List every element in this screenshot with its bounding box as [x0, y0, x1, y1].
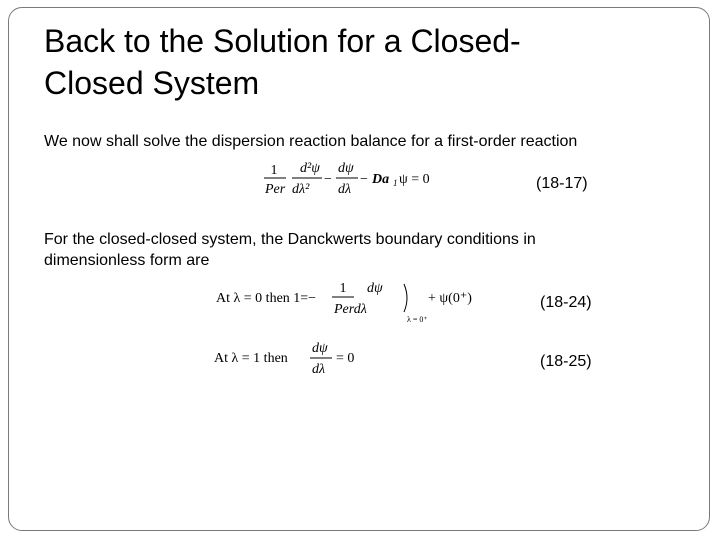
equation-label-18-25: (18-25)	[540, 353, 592, 370]
bc-intro-line-1: For the closed-closed system, the Danckwerts boundary conditions in	[44, 231, 536, 248]
eq1-d2psi: d²ψ	[300, 161, 320, 176]
eq2-denominator: Perdλ	[334, 302, 367, 317]
eq1-minus-2: −	[360, 172, 368, 187]
bc-intro-text	[44, 229, 536, 271]
eq2-evaluation-subscript: λ = 0⁺	[407, 315, 428, 324]
equation-18-25	[214, 338, 374, 378]
slide-title	[44, 20, 684, 104]
intro-text: We now shall solve the dispersion reaction balance for a first-order reaction	[44, 133, 578, 150]
eq1-rest: ψ = 0	[399, 172, 430, 187]
equation-18-17	[262, 158, 442, 202]
equation-label-18-24: (18-24)	[540, 294, 592, 311]
eq2-prefix: At λ = 0 then 1=−	[216, 291, 317, 306]
eq2-suffix: + ψ(0⁺)	[428, 291, 472, 306]
eq1-dlambda2: dλ²	[292, 182, 310, 197]
bc-intro-line-2: dimensionless form are	[44, 252, 210, 269]
equation-18-24	[214, 280, 484, 324]
title-line-1: Back to the Solution for a Closed-	[44, 23, 521, 59]
eq2-one: 1	[339, 281, 347, 296]
eq1-per: Per	[265, 182, 286, 197]
eq3-dpsi: dψ	[312, 341, 328, 356]
eq3-dlambda: dλ	[312, 362, 326, 377]
eq1-da-subscript: 1	[393, 178, 398, 188]
eq3-suffix: = 0	[336, 351, 355, 366]
equation-label-18-17: (18-17)	[536, 175, 588, 192]
eq1-da: Da	[372, 172, 390, 187]
eq1-minus-1: −	[324, 172, 332, 187]
eq1-dlambda: dλ	[338, 182, 352, 197]
eq1-dpsi: dψ	[338, 161, 354, 176]
eq1-numerator-one: 1	[270, 163, 278, 178]
title-line-2: Closed System	[44, 65, 260, 101]
eq2-dpsi: dψ	[367, 281, 383, 296]
eq3-prefix: At λ = 1 then	[214, 351, 288, 366]
